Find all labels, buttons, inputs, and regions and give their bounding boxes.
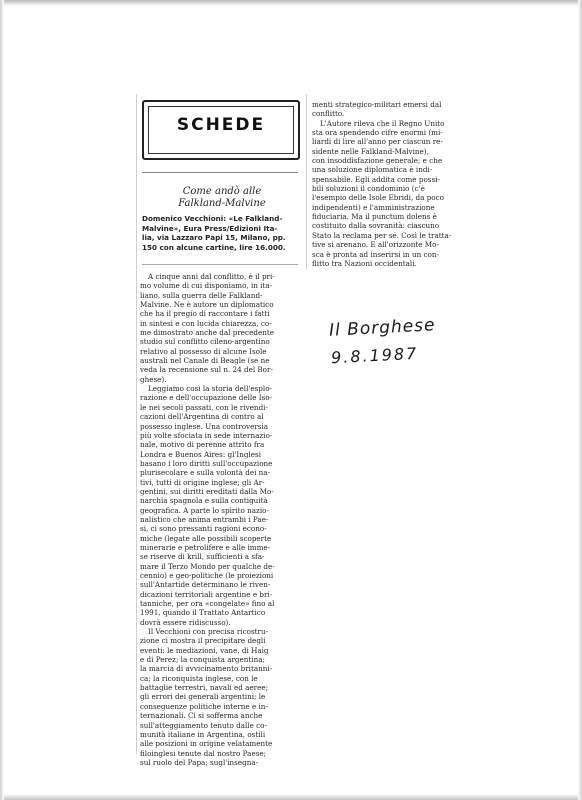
article-text-line: Leggiamo così la storia dell'esplo- [148, 384, 272, 394]
handwritten-source-note [325, 315, 436, 380]
article-text-line: Malvine. Ne è autore un diplomatico [140, 300, 274, 310]
article-text-line: basano i loro diritti sull'occupazione [140, 458, 273, 468]
article-text-line: geografica. A parte lo spirito nazio- [140, 505, 269, 515]
article-text-line: sca è pronta ad inserirsi in un con- [312, 249, 439, 259]
article-text-line: liardi di lire all'anno per ciascun re- [312, 137, 443, 147]
article-text-line: razione e dell'occupazione delle Iso- [140, 393, 273, 403]
article-text-line: in sintesi e con lucida chiarezza, co- [140, 318, 272, 328]
article-text-line: mo volume di cui disponiamo, in ita- [140, 281, 273, 291]
article-text-line: mare il Terzo Mondo per qualche de- [140, 561, 275, 571]
page-edge-top [0, 0, 582, 6]
article-text-line: alle posizioni in origine velatamente [140, 739, 273, 749]
article-text-line: eventi: le mediazioni, vane, di Haig [140, 645, 269, 655]
heading-divider [142, 172, 298, 173]
article-text-line: si, ci sono pressanti ragioni econo- [140, 524, 267, 534]
article-text-line: dovrà essere ridiscusso). [140, 617, 231, 627]
article-text-line: zione ci mostra il precipitare degli [140, 636, 266, 646]
article-text-line: miche (legate alle possibili scoperte [140, 533, 272, 543]
article-text-line: cazioni dell'Argentina di contro al [140, 412, 264, 422]
handwritten-publication: Il Borghese [328, 315, 436, 341]
article-text-line: Il Vecchioni con precisa ricostru- [148, 627, 269, 637]
article-text-line: più volte sfociata in sede internazio- [140, 430, 273, 440]
citation-line: Domenico Vecchioni: «Le Falkland- [142, 214, 283, 223]
article-text-line: battaglie terrestri, navali ed aeree; [140, 683, 269, 693]
article-text-line: A cinque anni dal conflitto, è il pri- [148, 272, 275, 281]
article-text-line: L'Autore rileva che il Regno Unito [320, 118, 445, 128]
page-edge-left [0, 0, 4, 800]
article-text-line: veda la recensione sul n. 24 del Bor- [140, 365, 273, 375]
article-text-line: l'esempio delle Isole Ebridi, da poco [312, 193, 444, 203]
article-text-line: che ha il pregio di raccontare i fatti [140, 309, 270, 319]
citation-line: lia, via Lazzaro Papi 15, Milano, pp. [142, 233, 286, 243]
article-text-line: tivi, tutti di origine inglese; gli Ar- [140, 477, 265, 487]
page-edge-right [578, 0, 582, 800]
article-text-line: me dimostrato anche dal precedente [140, 328, 274, 338]
article-text-line: nalistico che anima entrambi i Pae- [140, 514, 269, 524]
article-text-line: con insoddisfazione generale; e che [312, 156, 443, 166]
citation-line: 150 con alcune cartine, lire 16.000. [142, 242, 286, 252]
schede-heading-box [142, 100, 300, 160]
article-text-line: le nei secoli passati, con le rivendi- [140, 402, 268, 412]
article-text-line: conflitto. [312, 109, 345, 119]
article-text-line: gentini, sui diritti ereditati dalla Mo- [140, 486, 274, 496]
article-text-line: australi nel Canale di Beagle (se ne [140, 356, 270, 366]
article-left-column [138, 94, 308, 767]
citation-line: Malvine», Eura Press/Edizioni Ita- [142, 223, 278, 233]
article-text-line: sidente nelle Falkland-Malvine), [312, 146, 429, 156]
handwritten-date: 9.8.1987 [330, 343, 419, 368]
article-text-line: costituito dalla sovranità: ciascuno [312, 221, 440, 231]
article-text-line: tanniche, per ora «congelate» fino al [140, 599, 275, 609]
article-text-line: gli errori dei generali argentini; le [140, 692, 266, 702]
article-text-line: spensabile. Egli addita come possi- [312, 174, 440, 184]
article-text-line: filoinglesi tenute dal nostro Paese; [140, 748, 267, 758]
article-text-line: cennio) e geo-politiche (le proiezioni [140, 571, 274, 580]
article-text-line: munità italiane in Argentina, ostili [140, 729, 266, 739]
article-text-line: liano, sulla guerra delle Falkland- [140, 290, 263, 300]
article-text-line: la marcia di avvicinamento britanni- [140, 664, 273, 674]
article-text-line: 1991, quando il Trattato Antartico [140, 608, 266, 618]
article-text-line: una soluzione diplomatica è indi- [312, 165, 433, 175]
article-text-line: sta ora spendendo cifre enormi (mi- [312, 128, 443, 138]
article-text-line: indipendenti) e l'amministrazione [312, 202, 435, 212]
article-text-line: studio sul conflitto cileno-argentino [140, 337, 270, 347]
article-text-line: dicazioni territoriali argentine e bri- [140, 589, 273, 599]
citation-divider [142, 264, 298, 265]
article-text-line: plurisecolare e sulla volontà dei na- [140, 468, 271, 478]
article-text-line: possesso inglese. Una controversia [140, 421, 269, 431]
article-text-line: menti strategico-militari emersi dal [312, 100, 442, 109]
article-title-line: Falkland-Malvine [178, 198, 266, 209]
article-title-line: Come andò alle [182, 186, 262, 197]
article-text-line: Stato la reclama per sé. Così le tratta- [312, 230, 452, 240]
article-body-left [140, 272, 310, 767]
section-label: SCHEDE [176, 115, 266, 135]
article-right-column [308, 94, 478, 294]
article-text-line: nale, motivo di perenne attrito fra [140, 440, 265, 450]
book-citation [142, 214, 308, 252]
article-text-line: conseguenze politiche interne e in- [140, 701, 268, 711]
article-text-line: sul ruolo del Papa; sugl'insegna- [140, 757, 259, 767]
article-title [142, 186, 302, 210]
article-text-line: narchia spagnola e sulla contiguità [140, 496, 268, 506]
page-edge-bottom [0, 794, 582, 800]
article-text-line: bili soluzioni il condominio (c'è [312, 184, 425, 194]
article-text-line: ternazionali. Ci si sofferma anche [140, 711, 263, 721]
article-text-line: flitto tra Nazioni occidentali. [312, 258, 417, 268]
article-text-line: se riserve di krill, sufficienti a sfa- [140, 552, 265, 562]
article-text-line: sull'atteggiamento tenuto dalle co- [140, 720, 267, 730]
article-text-line: Londra e Buenos Aires: gl'Inglesi [140, 449, 262, 459]
article-text-line: e di Perez; la conquista argentina; [140, 655, 265, 665]
article-text-line: sull'Antartide determinano le riven- [140, 580, 271, 590]
article-text-line: tive si arenano. E all'orizzonte Mo- [312, 240, 439, 250]
article-text-line: minerarie e petrolifere e alle imme- [140, 542, 271, 552]
article-text-line: ca; la riconquista inglese, con le [140, 673, 258, 683]
article-text-line: ghese). [140, 374, 167, 384]
article-body-right [312, 100, 478, 268]
article-text-line: fiduciaria. Ma il punctum dolens è [312, 212, 437, 222]
article-text-line: relativo al possesso di alcune Isole [140, 346, 267, 356]
